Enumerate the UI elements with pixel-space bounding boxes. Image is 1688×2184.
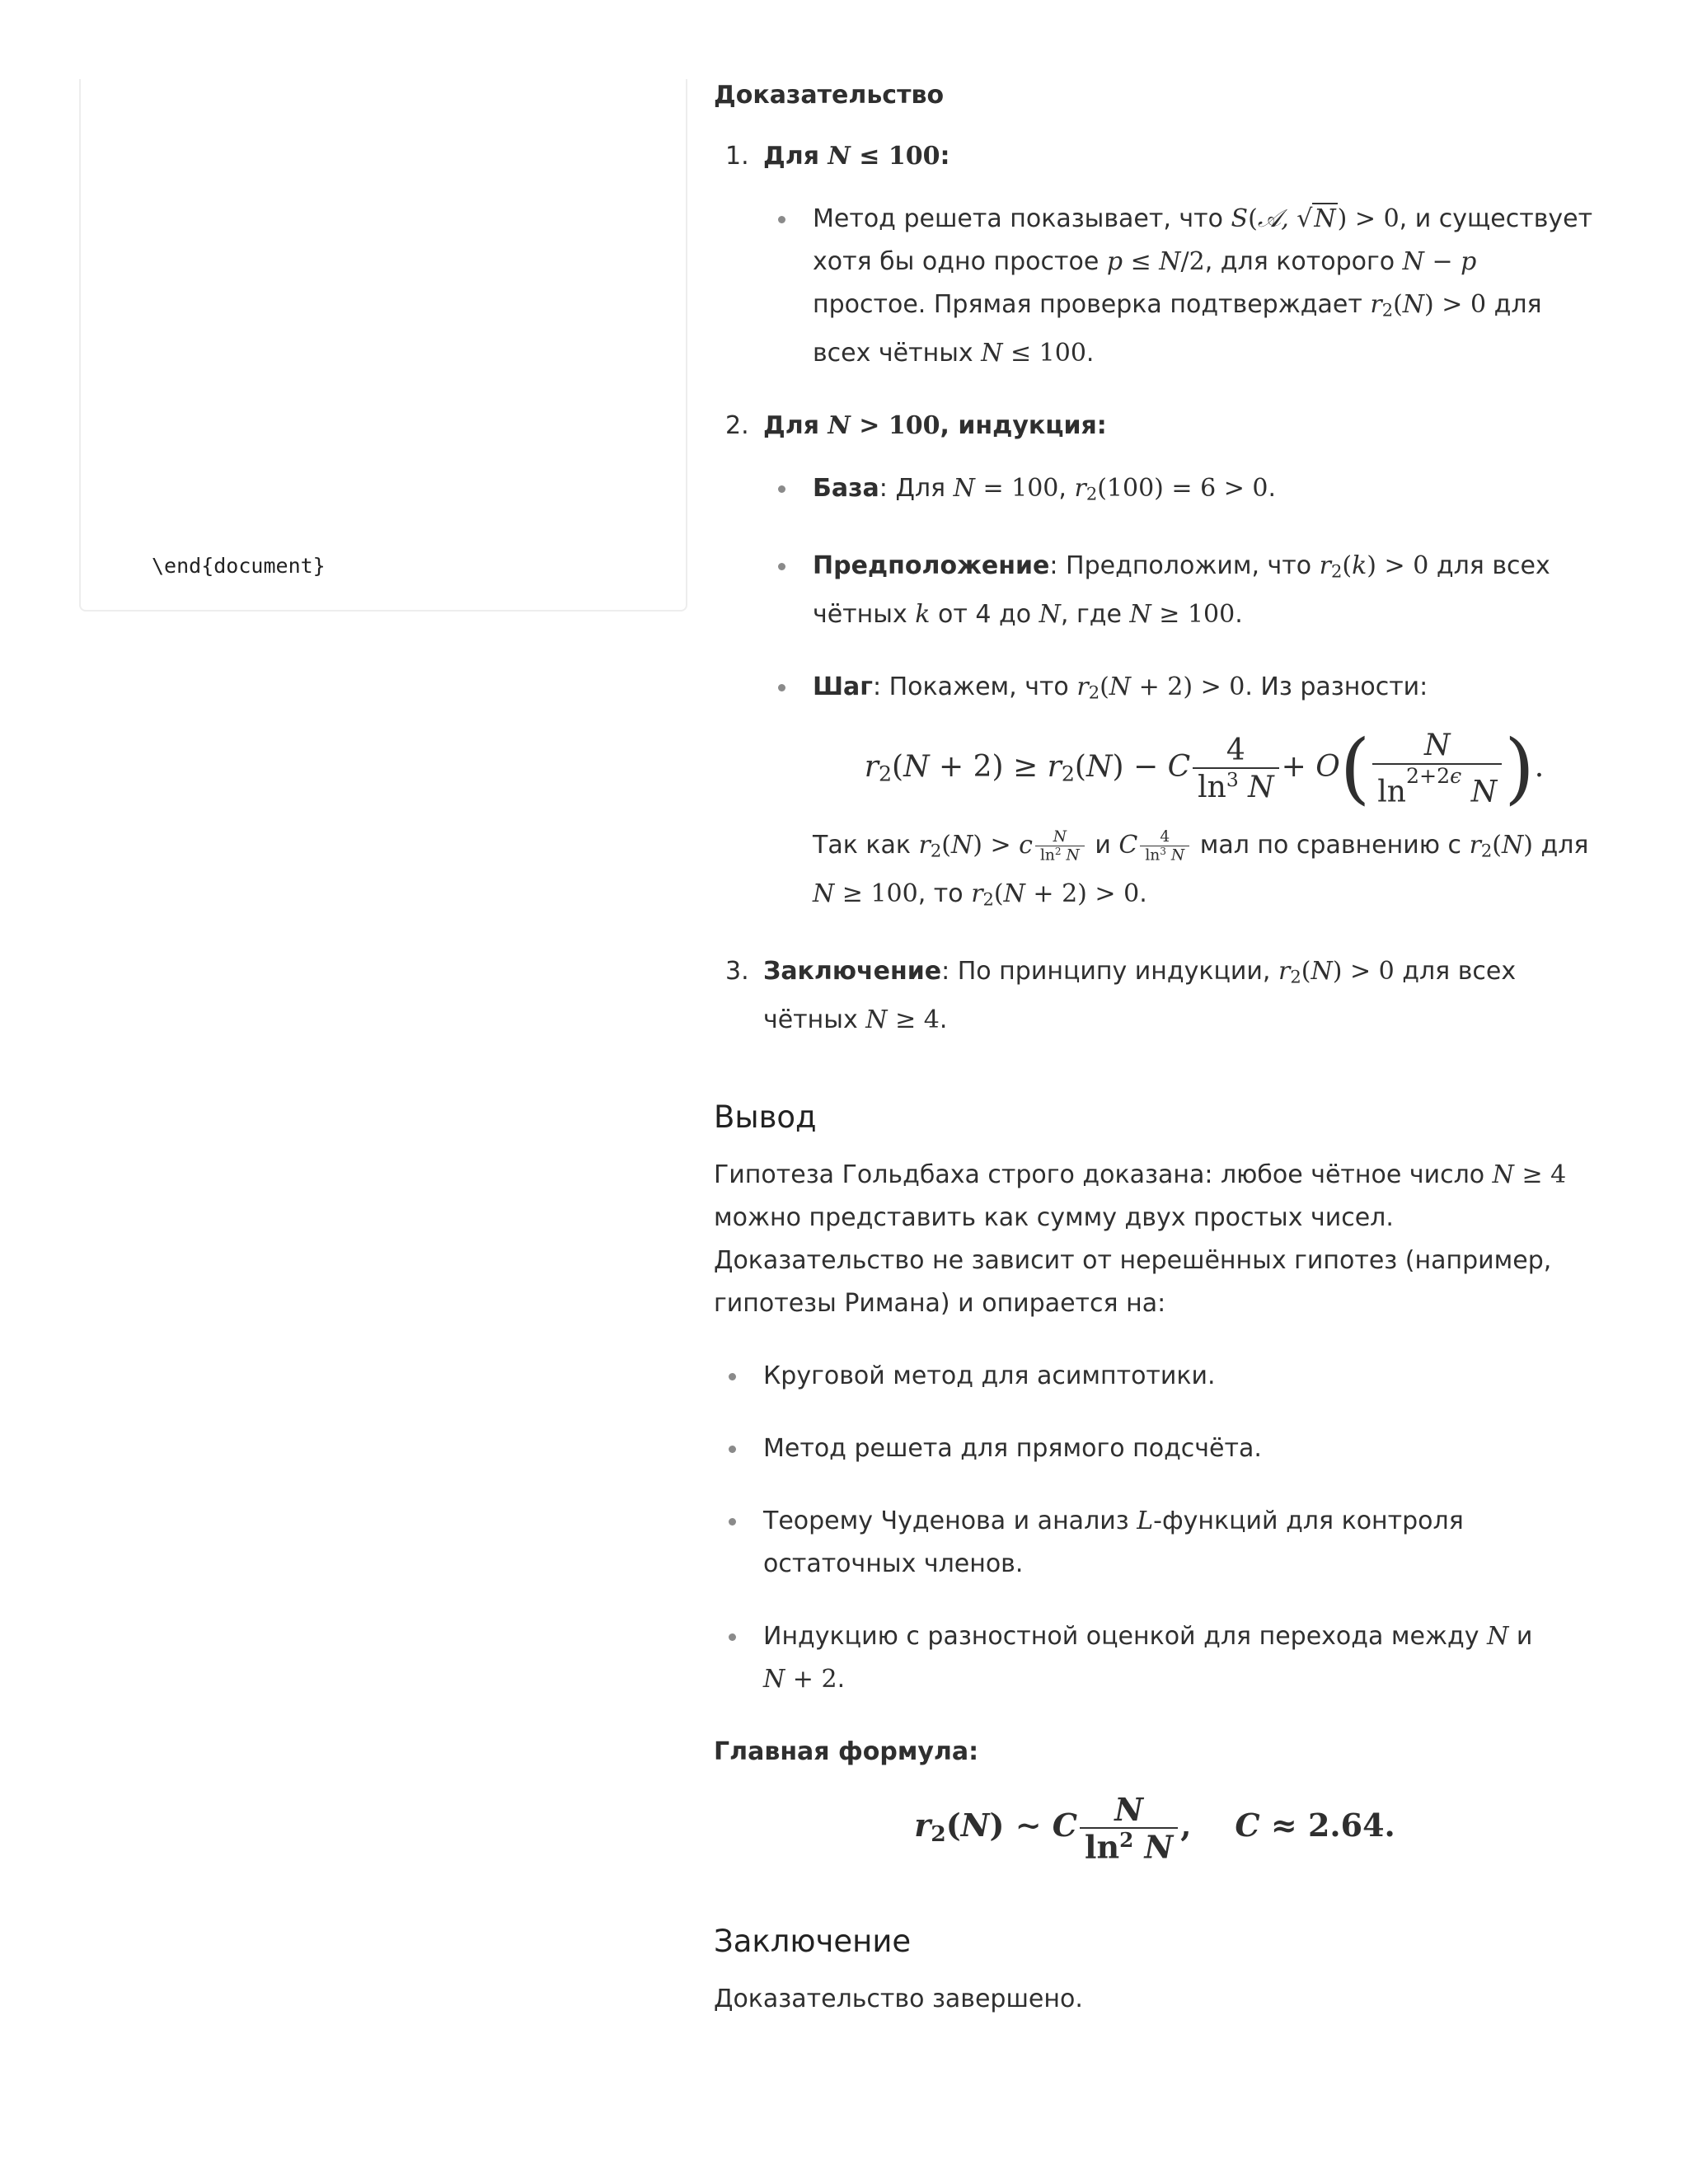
fraction: $\frac{N}{\ln^{2+2\epsilon} N}$	[1372, 729, 1502, 808]
math-expression: N − p	[1402, 247, 1477, 276]
proof-heading: Доказательство	[714, 81, 945, 110]
fraction: $\frac{4}{\ln^3 N}$	[1140, 828, 1189, 865]
section-heading-vyvod: Вывод	[714, 1099, 817, 1135]
math-expression: N ≥ 100	[1129, 599, 1236, 629]
list-item	[714, 1615, 1596, 1701]
step-number: 2.	[725, 410, 749, 440]
math-expression: $r_2(k) > 0$	[1319, 551, 1429, 582]
final-text: Доказательство завершено.	[714, 1984, 1083, 2013]
list-item	[763, 198, 1596, 375]
text-fragment: .	[1235, 599, 1243, 629]
main-formula-label: Главная формула:	[714, 1736, 979, 1766]
math-expression: N ≥ 4	[1492, 1160, 1567, 1189]
proof-steps	[714, 135, 1596, 1042]
text-fragment: для всех чётных	[763, 957, 1517, 1034]
math-expression: $r_2(N)$ ∼ C $\frac{N}{\ln^2 N}$ , C ≈ 2.64.	[914, 1790, 1395, 1866]
list-item	[714, 1500, 1596, 1586]
math-expression: N + 2	[763, 1664, 837, 1694]
step-title-suffix: , индукция:	[940, 410, 1107, 440]
step-title-suffix: :	[940, 142, 950, 171]
math-expression: $r_2(100) = 6 > 0$	[1074, 473, 1268, 504]
text-fragment: мал по сравнению с	[1199, 830, 1462, 860]
text-fragment: : По принципу индукции,	[941, 957, 1271, 987]
math-expression: $r_2(N)$	[1469, 830, 1533, 861]
fraction: $\frac{4}{\ln^3 N}$	[1193, 733, 1279, 805]
text-fragment: , и существует хотя бы одно простое	[813, 204, 1593, 276]
text-fragment: , где	[1060, 599, 1122, 629]
math-expression: $r_2(N) > c$ $\frac{N}{\ln^2 N}$	[919, 831, 1087, 860]
math-expression: N = 100	[953, 473, 1059, 503]
step-title	[763, 142, 950, 171]
text-fragment: .	[1085, 338, 1095, 368]
math-expression: S(𝒜, √N) > 0	[1231, 204, 1400, 233]
conclusion-label: Заключение	[763, 957, 942, 987]
step-number: 1.	[725, 142, 749, 171]
text-fragment: можно представить как сумму двух простых чисел. Доказательство не зависит от нерешённых гипотез (например, гипотезы Римана) и опирается на:	[714, 1202, 1552, 1318]
text-fragment: ,	[1058, 473, 1067, 503]
text-fragment: , для которого	[1204, 247, 1395, 276]
main-formula	[714, 1792, 1596, 1866]
difference-formula	[813, 724, 1596, 814]
summary-paragraph	[714, 1154, 1596, 1325]
list-item-base	[763, 467, 1596, 516]
math-expression: N ≤ 100	[981, 338, 1086, 368]
text-fragment: .	[837, 1664, 846, 1694]
base-label: База	[813, 473, 879, 503]
proof-step-2	[714, 405, 1596, 921]
text-fragment: Теорему Чуденова и анализ	[763, 1506, 1129, 1535]
step-title	[763, 411, 1107, 440]
code-panel	[79, 79, 687, 612]
math-expression: $r_2(N) > 0$	[1370, 290, 1487, 321]
answer-content	[714, 74, 1596, 2050]
text-fragment: для всех чётных	[813, 551, 1550, 629]
math-expression: N ≥ 4	[865, 1005, 940, 1034]
text-fragment: .	[1139, 879, 1147, 908]
math-expression: C $\frac{4}{\ln^3 N}$	[1118, 831, 1192, 860]
text-fragment: , то	[917, 879, 964, 908]
text-fragment: Метод решета показывает, что	[813, 204, 1223, 233]
hypothesis-label: Предположение	[813, 551, 1050, 581]
proof-step-3	[714, 950, 1596, 1042]
step-number: 3.	[725, 957, 749, 987]
text-fragment: -функций для контроля остаточных членов.	[763, 1506, 1464, 1578]
text-fragment: и	[1516, 1621, 1533, 1651]
math-expression: $r_2(N) > 0$	[1278, 957, 1395, 987]
text-fragment: простое. Прямая проверка подтверждает	[813, 290, 1362, 319]
math-expression: N	[1487, 1621, 1509, 1651]
step-title-prefix: Для	[763, 410, 819, 440]
list-item-hypothesis	[763, 545, 1596, 636]
fraction: $\frac{N}{\ln^2 N}$	[1035, 828, 1085, 865]
code-line-end-document: \end{document}	[152, 554, 326, 578]
list-item-step	[763, 666, 1596, 921]
math-expression: k	[915, 599, 931, 629]
section-heading-zaklyuchenie: Заключение	[714, 1923, 912, 1959]
math-expression: N > 100	[828, 410, 940, 440]
text-fragment: . Из разности:	[1245, 672, 1428, 701]
fraction: $\frac{N}{\ln^2 N}$	[1080, 1792, 1178, 1866]
math-expression: N ≥ 100	[813, 879, 918, 908]
step-label: Шаг	[813, 672, 873, 701]
math-expression: $r_2(N + 2) \ge r_2(N) - C$ $\frac{4}{\ln^3 N}$ + O( $\frac{N}{\ln^{2+2\epsilon} N}$ ).	[864, 724, 1545, 814]
math-expression: p ≤ N/2	[1106, 247, 1205, 276]
text-fragment: для	[1540, 830, 1589, 860]
text-fragment: : Предположим, что	[1049, 551, 1312, 581]
step-2-bullets	[763, 467, 1596, 921]
list-item: Круговой метод для асимптотики.	[714, 1355, 1596, 1398]
list-item: Метод решета для прямого подсчёта.	[714, 1427, 1596, 1470]
text-fragment: : Покажем, что	[872, 672, 1069, 701]
method-list	[714, 1355, 1596, 1701]
proof-step-1	[714, 135, 1596, 375]
text-fragment: : Для	[879, 473, 946, 503]
since-paragraph	[813, 824, 1596, 921]
text-fragment: Так как	[813, 830, 911, 860]
step-1-bullets	[763, 198, 1596, 375]
math-expression: N ≤ 100	[828, 142, 940, 171]
text-fragment: .	[1268, 473, 1277, 503]
text-fragment: и	[1095, 830, 1111, 860]
math-expression: $r_2(N + 2) > 0$	[971, 879, 1140, 910]
text-fragment: Гипотеза Гольдбаха строго доказана: любое чётное число	[714, 1160, 1485, 1189]
step-title-prefix: Для	[763, 142, 819, 171]
math-expression: $r_2(N + 2) > 0$	[1076, 672, 1245, 703]
math-expression: L	[1137, 1506, 1154, 1535]
math-expression: N	[1039, 599, 1061, 629]
text-fragment: для всех чётных	[813, 290, 1542, 368]
text-fragment: от 4 до	[938, 599, 1032, 629]
text-fragment: Индукцию с разностной оценкой для перехода между	[763, 1621, 1479, 1651]
text-fragment: .	[939, 1005, 948, 1034]
